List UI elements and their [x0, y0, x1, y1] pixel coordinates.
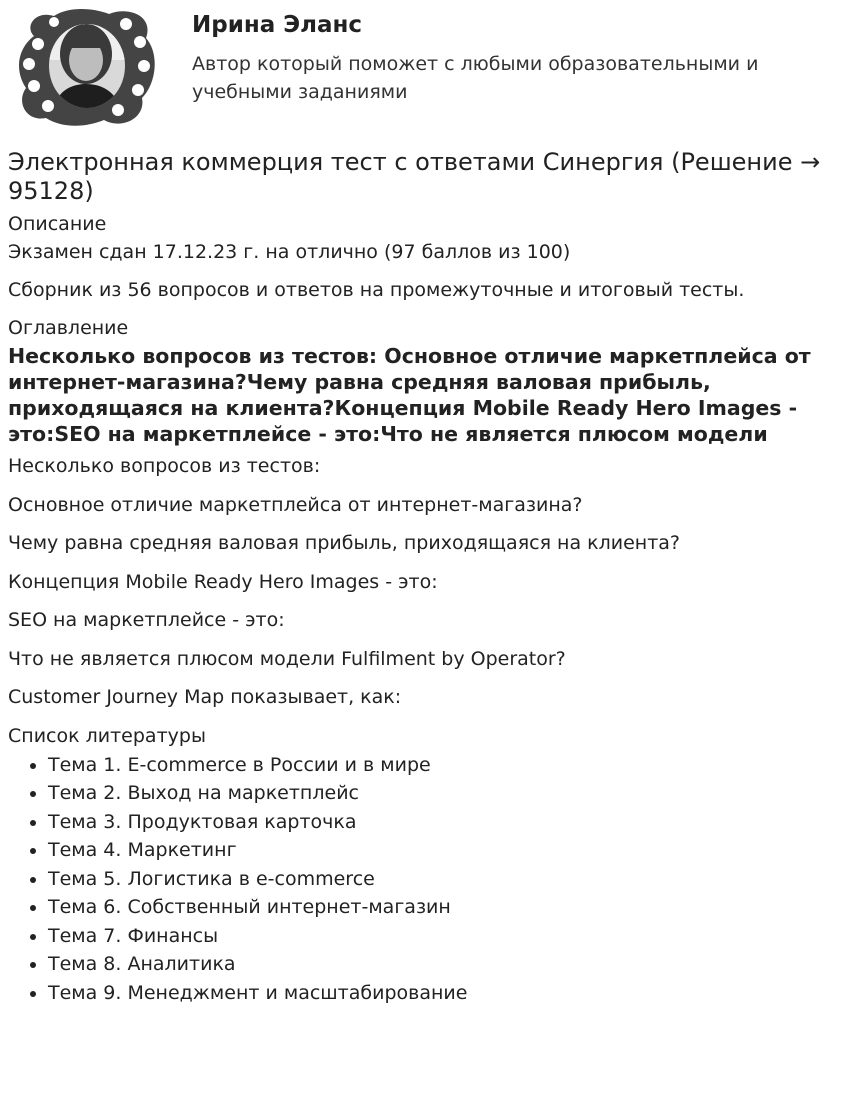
literature-item: • Тема 2. Выход на маркетплейс	[48, 779, 839, 808]
question-item: Чему равна средняя валовая прибыль, приходящаяся на клиента?	[8, 532, 681, 554]
literature-item: • Тема 4. Маркетинг	[48, 836, 839, 865]
description-paragraph: Экзамен сдан 17.12.23 г. на отлично (97 баллов из 100)	[8, 241, 571, 263]
literature-item: • Тема 6. Собственный интернет-магазин	[48, 893, 839, 922]
question-item: Концепция Mobile Ready Hero Images - это:	[8, 570, 438, 593]
author-avatar[interactable]	[14, 6, 160, 128]
literature-item: • Тема 3. Продуктовая карточка	[48, 808, 839, 837]
question-item: Несколько вопросов из тестов:	[8, 455, 321, 477]
toc-label: Оглавление	[8, 317, 129, 339]
description-label: Описание	[8, 213, 107, 235]
author-description: Автор который поможет с любыми образовательными и учебными заданиями	[192, 53, 759, 103]
question-item: Основное отличие маркетплейса от интернет-магазина?	[8, 493, 583, 516]
literature-item: • Тема 5. Логистика в e-commerce	[48, 865, 839, 894]
literature-label: Список литературы	[8, 724, 206, 747]
literature-list	[8, 751, 839, 1008]
literature-item: • Тема 1. E-commerce в России и в мире	[48, 751, 839, 780]
author-name[interactable]: Ирина Эланс	[192, 12, 363, 38]
description-paragraph: Сборник из 56 вопросов и ответов на промежуточные и итоговый тесты.	[8, 279, 745, 301]
author-block	[8, 0, 839, 142]
literature-item: • Тема 9. Менеджмент и масштабирование	[48, 979, 839, 1008]
question-item: Что не является плюсом модели Fulfilment by Operator?	[8, 647, 566, 670]
toc-heading: Несколько вопросов из тестов: Основное отличие маркетплейса от интернет-магазина?Чему равна средняя валовая прибыль, приходящаяся на клиента?Концепция Mobile Ready Hero Images - это:SEO на маркетплейсе - это:Что не является плюсом модели	[8, 344, 811, 446]
page-title: Электронная коммерция тест с ответами Синергия (Решение → 95128)	[8, 148, 821, 205]
question-item: Customer Journey Map показывает, как:	[8, 686, 402, 708]
literature-item: • Тема 8. Аналитика	[48, 950, 839, 979]
question-item: SEO на маркетплейсе - это:	[8, 609, 285, 631]
literature-item: • Тема 7. Финансы	[48, 922, 839, 951]
